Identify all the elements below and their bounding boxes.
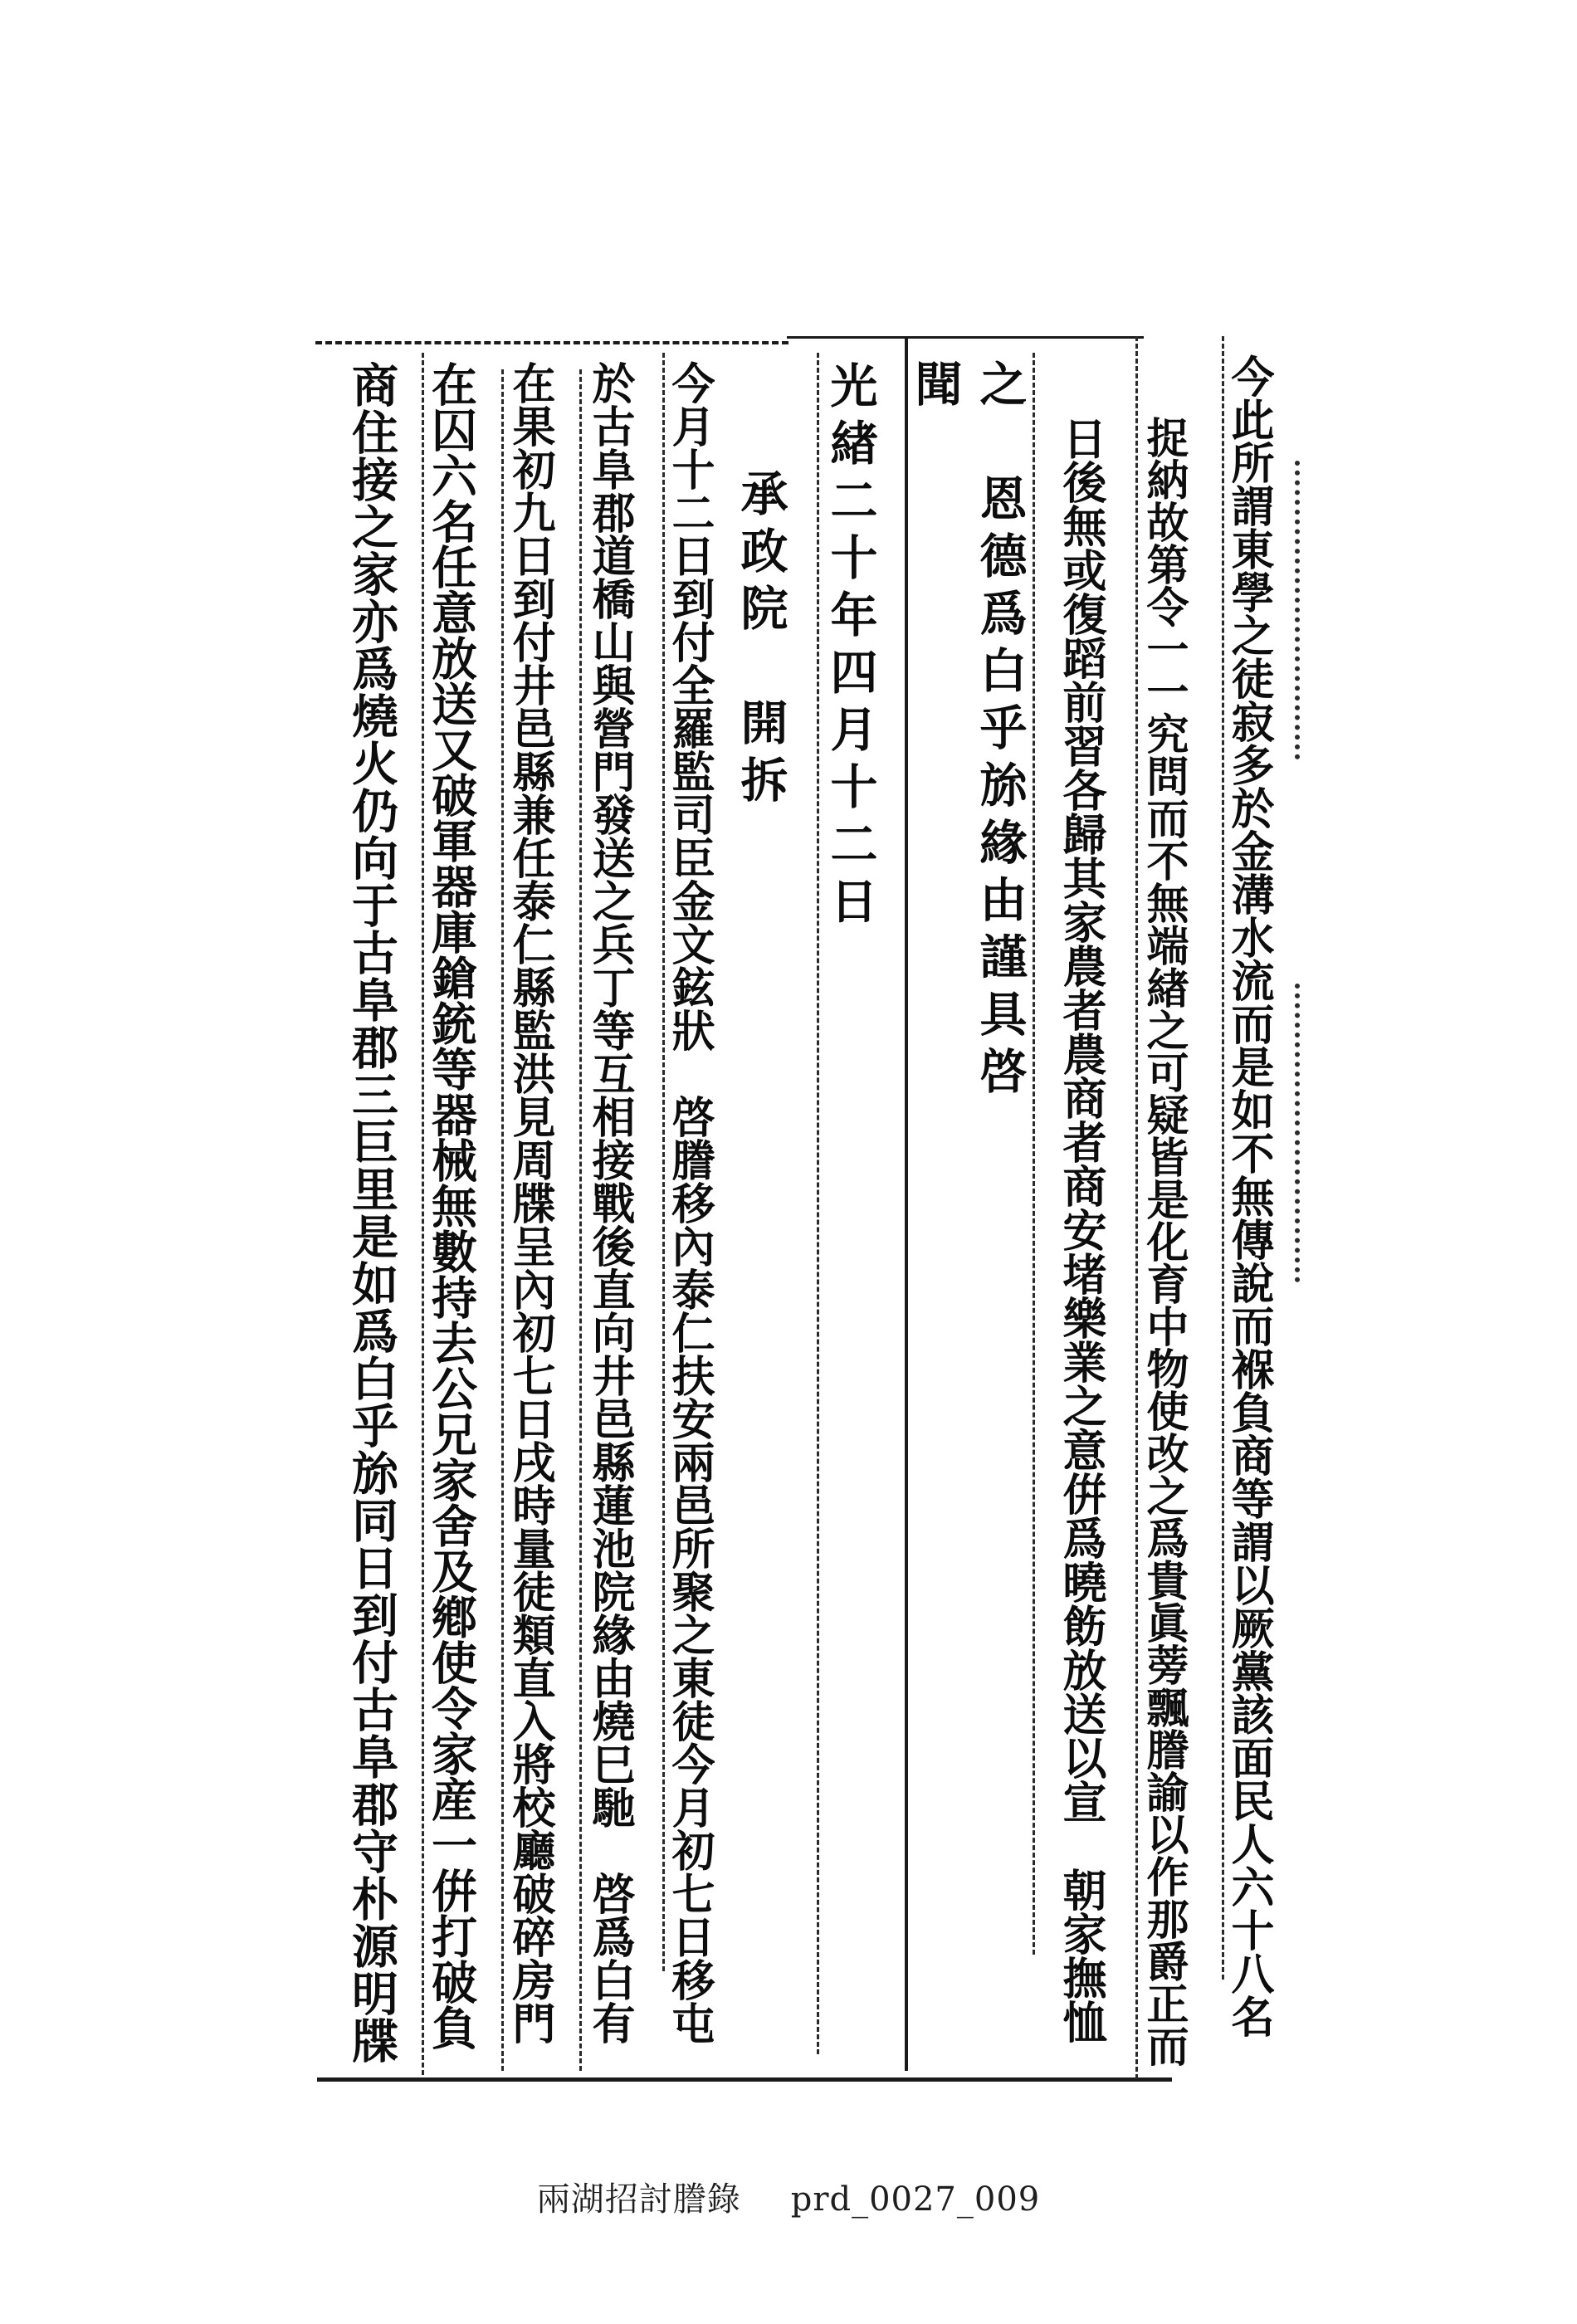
top-border-rule <box>315 341 788 344</box>
text-column-6: 光緖二十年四月十二日 <box>823 361 878 934</box>
right-margin-marks <box>1295 461 1308 759</box>
text-column-3: 日後無或復蹈前習各歸其家農者農商者商安堵樂業之意倂爲曉飭放送以宣 朝家撫恤 <box>1056 416 1107 2043</box>
right-margin-marks <box>1295 984 1308 1282</box>
text-column-10: 在果初九日到付井邑縣兼任泰仁縣監洪見周牒呈內初七日戌時量徒類直入將校廳破碎房門 <box>505 361 555 2044</box>
caption-id: prd_0027_009 <box>790 2180 1041 2219</box>
column-rule <box>579 369 582 2071</box>
text-column-12: 商住接之家亦爲燒火仍向于古阜郡三巨里是如爲白乎旀同日到付古阜郡守朴源明牒 <box>344 361 399 2064</box>
column-rule <box>1033 353 1035 1955</box>
caption-title: 兩湖招討謄錄 <box>536 2180 741 2219</box>
text-column-7: 承政院 開拆 <box>733 469 788 813</box>
text-column-9: 於古阜郡道橋山與營門發送之兵丁等互相接戰後直向井邑縣蓮池院緣由燒巳馳 啓爲白有 <box>584 361 635 2044</box>
bottom-border-rule <box>317 2077 1172 2082</box>
column-rule <box>817 353 819 2054</box>
column-rule <box>905 336 908 2071</box>
text-column-1: 今此所謂東學之徒寂多於金溝水流而是如不無傳說而褓負商等謂以厥黨該面民人六十八名 <box>1223 354 1274 2038</box>
column-rule <box>1135 336 1138 2079</box>
text-column-2: 捉納故第令一一究問而不無端緖之可疑皆是化育中物使改之爲貴眞蒡飄謄諭以作那爵正而 <box>1139 416 1189 2067</box>
page-caption <box>0 2173 1577 2220</box>
column-rule <box>501 369 504 2071</box>
document-leaf <box>305 336 1330 2096</box>
text-column-5: 聞 <box>907 359 963 417</box>
text-column-8: 今月十二日到付全羅監司臣金文鉉狀 啓謄移內泰仁扶安兩邑所聚之東徒今月初七日移屯 <box>664 361 715 2044</box>
top-border-rule-right <box>787 336 1144 339</box>
text-column-11: 在囚六名任意放送又破軍器庫鎗銃等器械無數持去公兄家舍及鄕使令家産一倂打破負 <box>424 361 478 2050</box>
text-column-4: 之 恩德爲白乎旀緣由謹具啓 <box>972 359 1028 1104</box>
